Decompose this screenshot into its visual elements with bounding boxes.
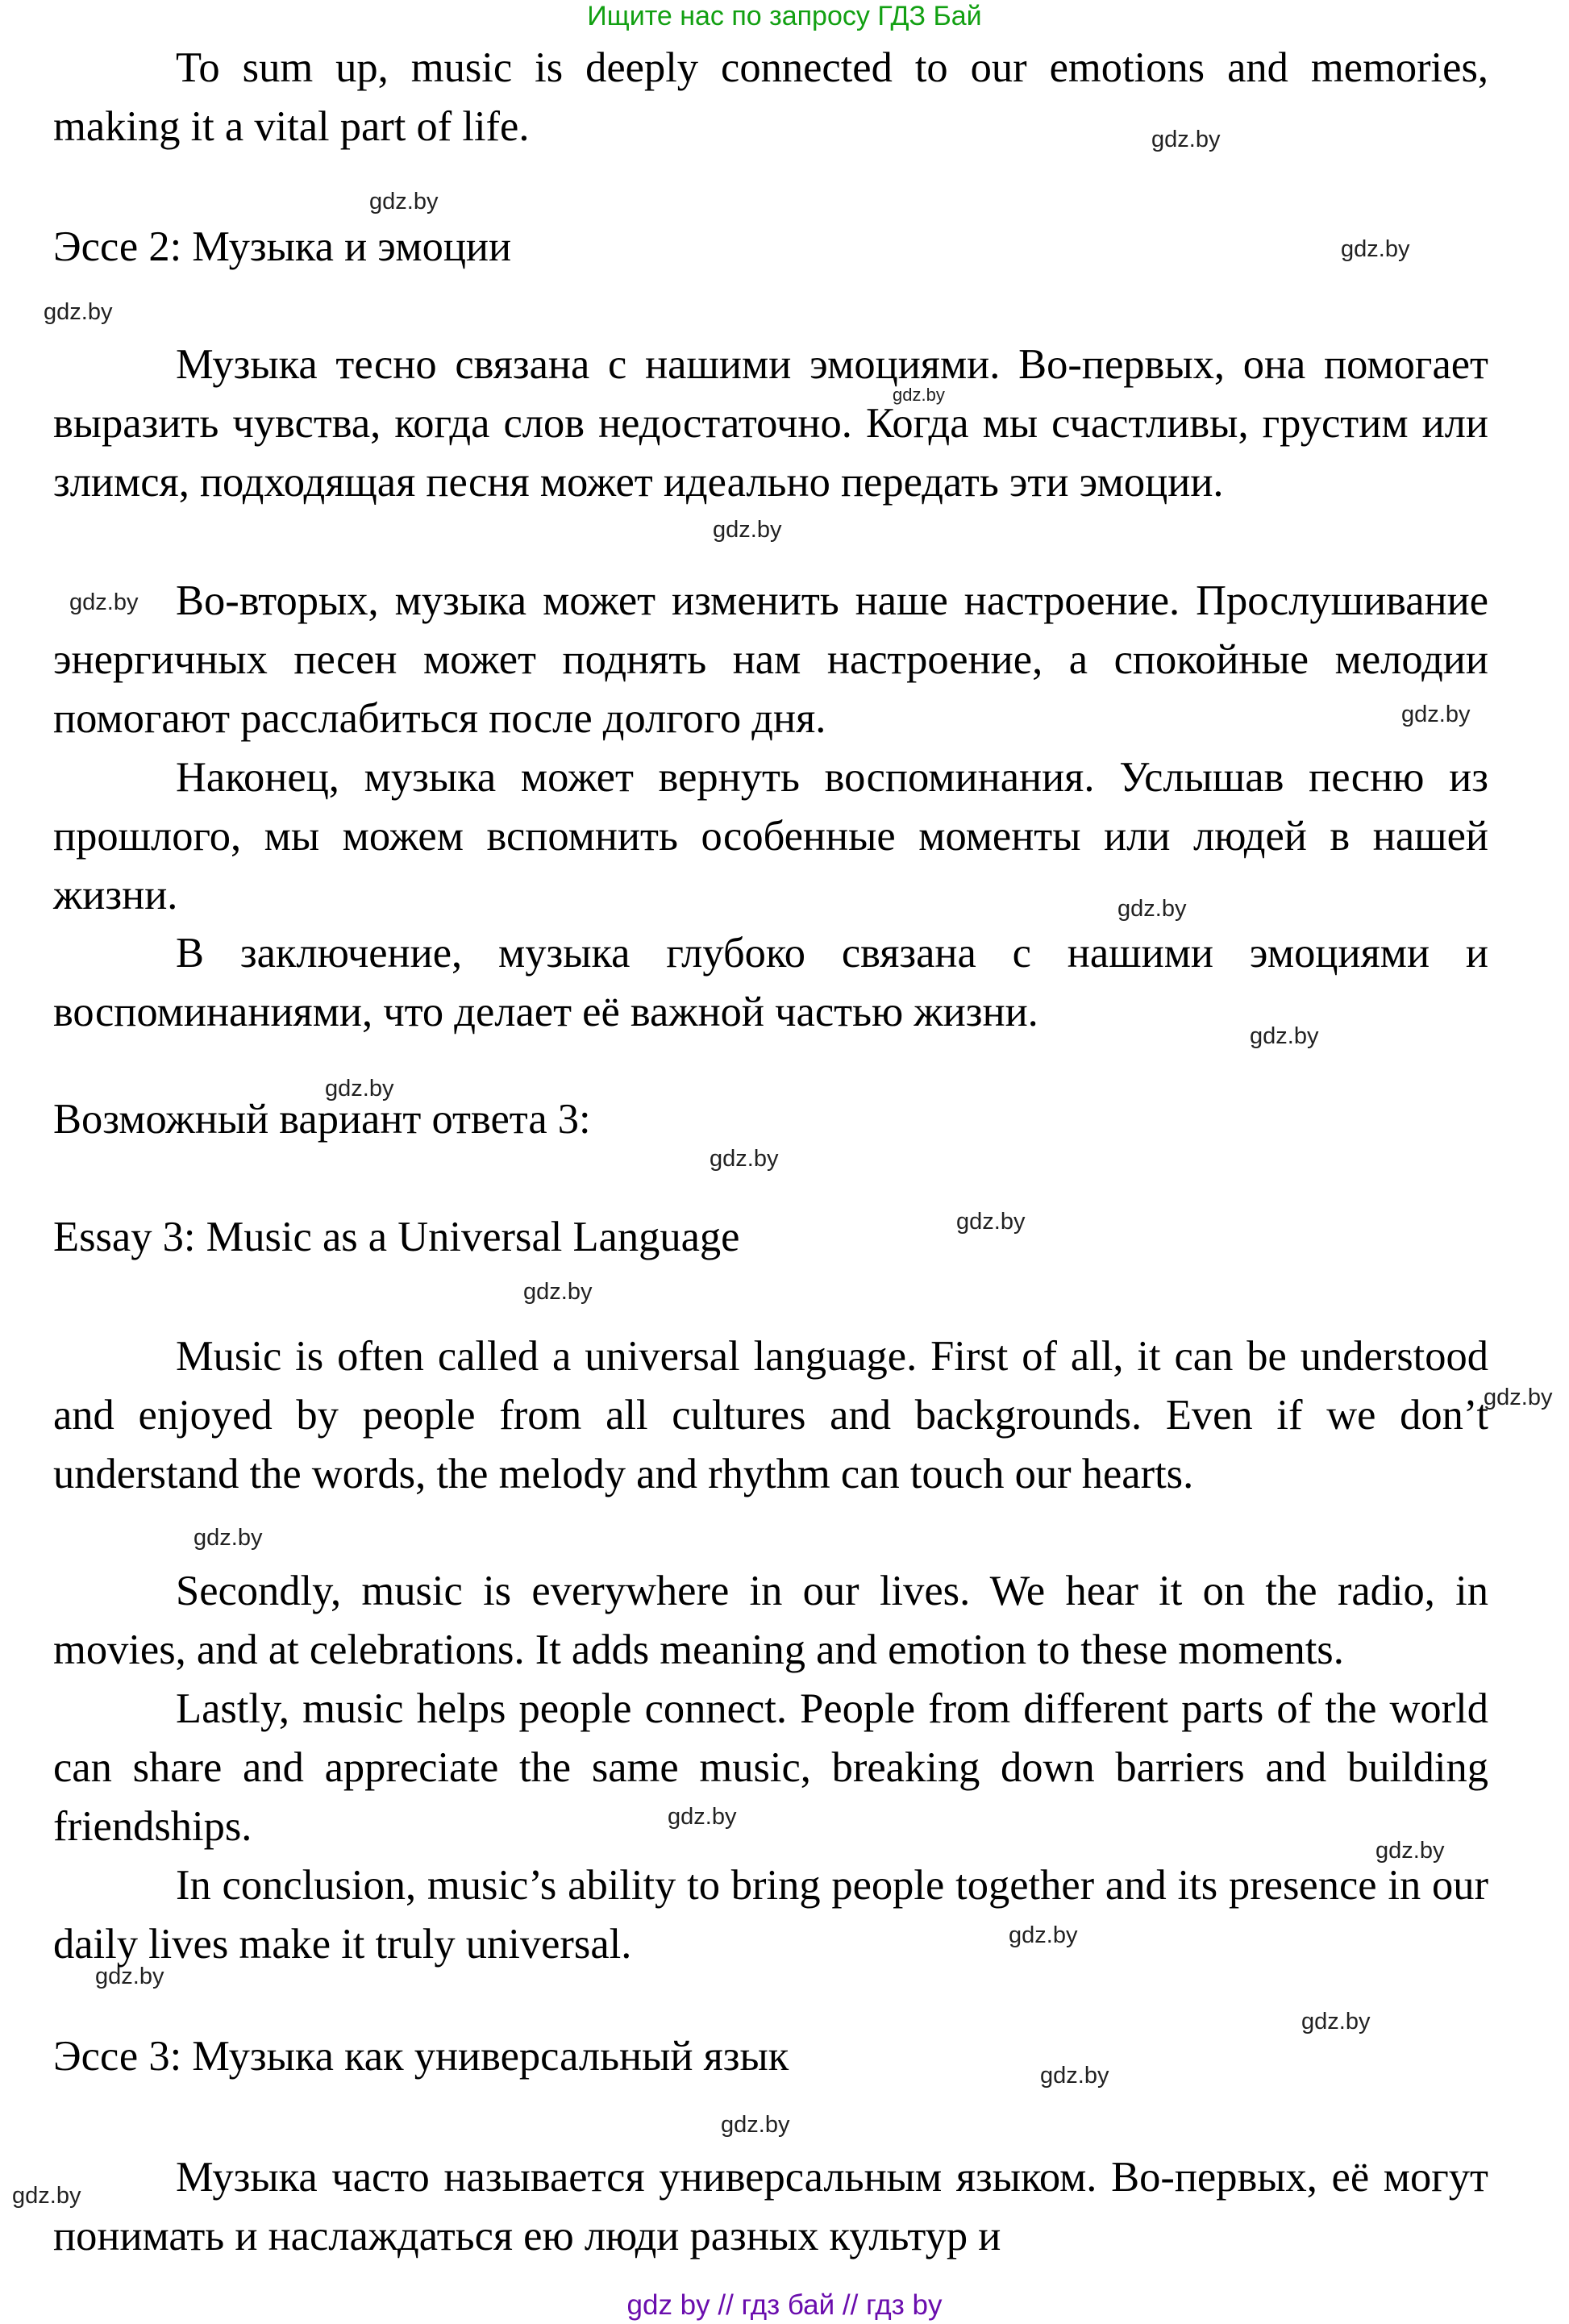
watermark: gdz.by — [668, 1804, 737, 1830]
essay3-paragraph-3: Lastly, music helps people connect. People from different parts of the world can share and appreciate the same music, breaking down barriers and building friendships. — [53, 1685, 1488, 1850]
watermark: gdz.by — [710, 1146, 779, 1172]
answer-variant-label: Возможный вариант ответа 3: — [53, 1096, 591, 1143]
essay2-paragraph-3: Наконец, музыка может вернуть воспоминания. Услышав песню из прошлого, мы можем вспомнить особенные моменты или людей в нашей жизни. — [53, 754, 1488, 918]
watermark: gdz.by — [893, 385, 945, 405]
bottom-footer-links[interactable]: gdz by // гдз бай // гдз by — [626, 2289, 943, 2321]
essay1-conclusion: To sum up, music is deeply connected to our emotions and memories, making it a vital part of life. — [53, 44, 1488, 150]
essay2-paragraph-1: Музыка тесно связана с нашими эмоциями. Во-первых, она помогает выразить чувства, когда слов недостаточно. Когда мы счастливы, грустим или злимся, подходящая песня может идеально передать эти эмоции. — [53, 341, 1488, 506]
watermark: gdz.by — [1117, 896, 1187, 922]
essay2-paragraph-4: В заключение, музыка глубоко связана с нашими эмоциями и воспоминаниями, что делает её важной частью жизни. — [53, 930, 1488, 1035]
watermark: gdz.by — [523, 1279, 593, 1305]
essay3-russian-paragraph-1: Музыка часто называется универсальным языком. Во-первых, её могут понимать и наслаждаться ею люди разных культур и — [53, 2154, 1488, 2259]
essay3-paragraph-4: In conclusion, music’s ability to bring people together and its presence in our daily lives make it truly universal. — [53, 1862, 1488, 1968]
watermark: gdz.by — [369, 189, 439, 214]
watermark: gdz.by — [194, 1525, 263, 1551]
watermark: gdz.by — [1250, 1023, 1319, 1049]
watermark: gdz.by — [1401, 702, 1471, 727]
watermark: gdz.by — [1301, 2009, 1371, 2035]
essay3-russian-title: Эссе 3: Музыка как универсальный язык — [53, 2033, 789, 2080]
essay2-paragraph-2: Во-вторых, музыка может изменить наше настроение. Прослушивание энергичных песен может поднять нам настроение, а спокойные мелодии помогают расслабиться после долгого дня. — [53, 577, 1488, 742]
essay3-paragraph-2: Secondly, music is everywhere in our lives. We hear it on the radio, in movies, and at celebrations. It adds meaning and emotion to these moments. — [53, 1568, 1488, 1673]
watermark: gdz.by — [713, 517, 782, 543]
watermark: gdz.by — [12, 2183, 81, 2209]
watermark: gdz.by — [95, 1964, 164, 1989]
watermark: gdz.by — [1009, 1922, 1078, 1948]
watermark: gdz.by — [956, 1209, 1026, 1235]
watermark: gdz.by — [1151, 127, 1221, 152]
watermark: gdz.by — [1341, 236, 1410, 262]
top-banner[interactable]: Ищите нас по запросу ГДЗ Бай — [587, 1, 982, 31]
essay3-paragraph-1: Music is often called a universal language. First of all, it can be understood and enjoyed by people from all cultures and backgrounds. Even if we don’t understand the words, the melody and rhythm can touch our hearts. — [53, 1333, 1488, 1497]
essay2-title: Эссе 2: Музыка и эмоции — [53, 223, 512, 270]
watermark: gdz.by — [69, 589, 139, 615]
watermark: gdz.by — [325, 1076, 394, 1102]
watermark: gdz.by — [44, 299, 113, 325]
essay3-title: Essay 3: Music as a Universal Language — [53, 1214, 740, 1260]
watermark: gdz.by — [1375, 1838, 1445, 1864]
watermark: gdz.by — [1040, 2063, 1109, 2089]
watermark: gdz.by — [1484, 1385, 1553, 1410]
watermark: gdz.by — [721, 2112, 790, 2138]
